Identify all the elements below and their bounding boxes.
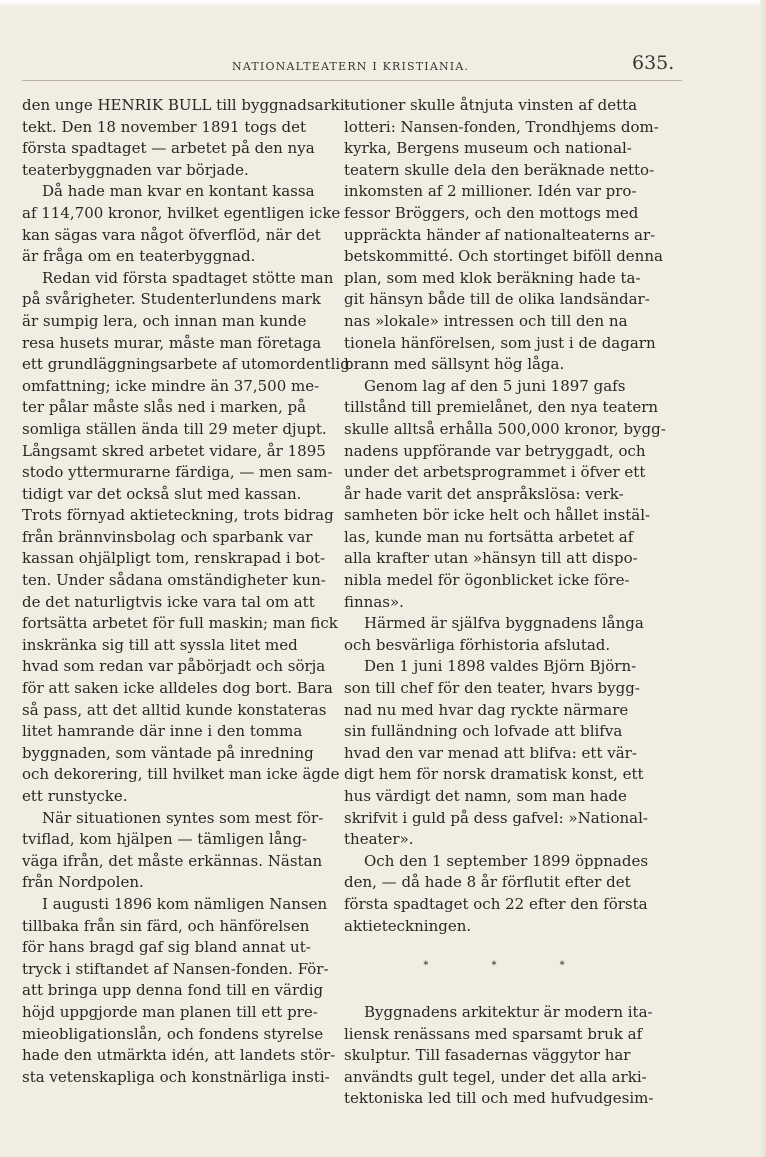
text-line: sta vetenskapliga och konstnärliga insti- [22, 1067, 330, 1086]
section-separator: * * * [423, 959, 595, 971]
text-line: är fråga om en teaterbyggnad. [22, 247, 256, 266]
text-line: år hade varit det anspråkslösa: verk- [344, 484, 624, 503]
text-line: Byggnadens arkitektur är modern ita- [364, 1002, 653, 1021]
text-line: brann med sällsynt hög låga. [344, 355, 565, 374]
text-line: Härmed är själfva byggnadens långa [364, 614, 644, 633]
text-line: theater». [344, 830, 414, 849]
text-line: tektoniska led till och med hufvudgesim- [344, 1089, 654, 1108]
text-line: hade den utmärkta idén, att landets stör- [22, 1046, 336, 1065]
text-line: är sumpig lera, och innan man kunde [22, 311, 307, 330]
text-line: mieobligationslån, och fondens styrelse [22, 1024, 324, 1043]
text-line: Långsamt skred arbetet vidare, år 1895 [22, 441, 326, 460]
text-line: nas »lokale» intressen och till den na [344, 311, 628, 330]
running-head: NATIONALTEATERN I KRISTIANIA. [232, 60, 470, 73]
text-line: den unge HENRIK BULL till byggnadsarki- [22, 96, 350, 114]
text-line: somliga ställen ända till 29 meter djupt. [22, 419, 327, 438]
text-line: inkomsten af 2 millioner. Idén var pro- [344, 182, 637, 201]
text-line: fortsätta arbetet för full maskin; man fick [22, 614, 338, 633]
text-line: byggnaden, som väntade på inredning [22, 743, 314, 762]
text-line: ter pålar måste slås ned i marken, på [22, 398, 307, 417]
text-line: höjd uppgjorde man planen till ett pre- [22, 1002, 318, 1021]
text-line: teatern skulle dela den beräknade netto- [344, 160, 655, 179]
header-rule [22, 80, 682, 81]
text-line: Genom lag af den 5 juni 1897 gafs [364, 376, 626, 395]
text-line: hus värdigt det namn, som man hade [344, 787, 627, 805]
text-line: de det naturligtvis icke vara tal om att [22, 592, 315, 611]
text-line: omfattning; icke mindre än 37,500 me- [22, 376, 320, 395]
text-line: den, — då hade 8 år förflutit efter det [344, 873, 631, 892]
text-line: nad nu med hvar dag ryckte närmare [344, 700, 629, 719]
text-line: från brännvinsbolag och sparbank var [22, 527, 313, 546]
spacer [344, 980, 674, 1002]
text-line: nadens uppförande var betryggadt, och [344, 441, 646, 460]
text-line: Den 1 juni 1898 valdes Björn Björn- [364, 657, 637, 676]
text-line: första spadtaget — arbetet på den nya [22, 139, 315, 158]
text-line: att bringa upp denna fond till en värdig [22, 981, 324, 1000]
text-line: las, kunde man nu fortsätta arbetet af [344, 527, 634, 546]
text-line: Trots förnyad aktieteckning, trots bidrag [22, 506, 334, 525]
text-line: tviflad, kom hjälpen — tämligen lång- [22, 830, 307, 849]
text-line: tekt. Den 18 november 1891 togs det [22, 117, 307, 136]
text-line: Och den 1 september 1899 öppnades [364, 851, 649, 870]
text-line: skulptur. Till fasadernas väggytor har [344, 1046, 631, 1065]
text-line: tionela hänförelsen, som just i de dagarn [344, 333, 656, 352]
text-line: kassan ohjälpligt tom, renskrapad i bot- [22, 549, 326, 568]
text-line: på svårigheter. Studenterlundens mark [22, 290, 321, 309]
text-line: väga ifrån, det måste erkännas. Nästan [22, 851, 323, 870]
text-line: under det arbetsprogrammet i öfver ett [344, 463, 646, 482]
text-line: fessor Bröggers, och den mottogs med [344, 203, 639, 222]
page-edge-shadow [760, 0, 766, 1157]
text-line: kyrka, Bergens museum och national- [344, 139, 632, 158]
text-line: aktieteckningen. [344, 916, 472, 935]
text-line: och dekorering, till hvilket man icke ägde [22, 765, 340, 784]
page-top-edge [0, 0, 766, 8]
text-line: för hans bragd gaf sig bland annat ut- [22, 938, 311, 957]
text-line: hvad den var menad att blifva: ett vär- [344, 743, 637, 762]
text-line: första spadtaget och 22 efter den första [344, 894, 648, 913]
text-line: från Nordpolen. [22, 873, 144, 892]
text-line: plan, som med klok beräkning hade ta- [344, 268, 641, 287]
text-line: användts gult tegel, under det alla arki- [344, 1067, 647, 1086]
text-line: sin fulländning och lofvade att blifva [344, 722, 623, 741]
text-line: Redan vid första spadtaget stötte man [42, 268, 334, 287]
text-line: lotteri: Nansen-fonden, Trondhjems dom- [344, 117, 659, 136]
text-line: ten. Under sådana omständigheter kun- [22, 571, 326, 590]
text-line: liensk renässans med sparsamt bruk af [344, 1024, 643, 1043]
text-line: skulle alltså erhålla 500,000 kronor, bygg- [344, 419, 666, 438]
left-column [22, 95, 352, 1088]
text-line: resa husets murar, måste man företaga [22, 333, 322, 352]
text-line: tryck i stiftandet af Nansen-fonden. För- [22, 959, 329, 978]
spacer [344, 937, 674, 959]
text-line: ett grundläggningsarbete af utomordentlig [22, 355, 350, 374]
text-line: alla krafter utan »hänsyn till att dispo- [344, 549, 638, 568]
right-column [344, 95, 674, 1110]
text-line: digt hem för norsk dramatisk konst, ett [344, 765, 644, 784]
text-line: I augusti 1896 kom nämligen Nansen [42, 894, 328, 913]
text-line: tidigt var det också slut med kassan. [22, 484, 302, 503]
text-line: son till chef för den teater, hvars bygg- [344, 679, 640, 698]
page-header [22, 52, 682, 81]
text-line: finnas». [344, 592, 404, 611]
text-line: kan sägas vara något öfverflöd, när det [22, 225, 321, 244]
text-line: stodo yttermurarne färdiga, — men sam- [22, 463, 333, 482]
text-line: samheten bör icke helt och hållet instäl- [344, 506, 651, 525]
text-line: uppräckta händer af nationalteaterns ar- [344, 225, 656, 244]
text-line: Då hade man kvar en kontant kassa [42, 182, 315, 201]
text-line: nibla medel för ögonblicket icke före- [344, 571, 630, 590]
text-line: för att saken icke alldeles dog bort. Bara [22, 679, 333, 698]
text-line: När situationen syntes som mest för- [42, 808, 324, 827]
text-line: tillbaka från sin färd, och hänförelsen [22, 916, 310, 935]
text-line: skrifvit i guld på dess gafvel: »National- [344, 808, 648, 827]
text-line: tutioner skulle åtnjuta vinsten af detta [344, 96, 638, 114]
text-line: tillstånd till premielånet, den nya teatern [344, 398, 659, 417]
text-line: git hänsyn både till de olika landsändar- [344, 290, 650, 309]
text-line: hvad som redan var påbörjadt och sörja [22, 657, 326, 676]
page-number: 635. [632, 52, 675, 74]
text-line: betskommitté. Och stortinget biföll denna [344, 247, 663, 266]
text-line: litet hamrande där inne i den tomma [22, 722, 303, 741]
text-line: teaterbyggnaden var började. [22, 160, 249, 179]
text-line: och besvärliga förhistoria afslutad. [344, 635, 611, 654]
text-line: ett runstycke. [22, 787, 128, 805]
text-line: inskränka sig till att syssla litet med [22, 635, 298, 654]
text-line: så pass, att det alltid kunde konstateras [22, 700, 327, 719]
text-line: af 114,700 kronor, hvilket egentligen icke [22, 203, 341, 222]
